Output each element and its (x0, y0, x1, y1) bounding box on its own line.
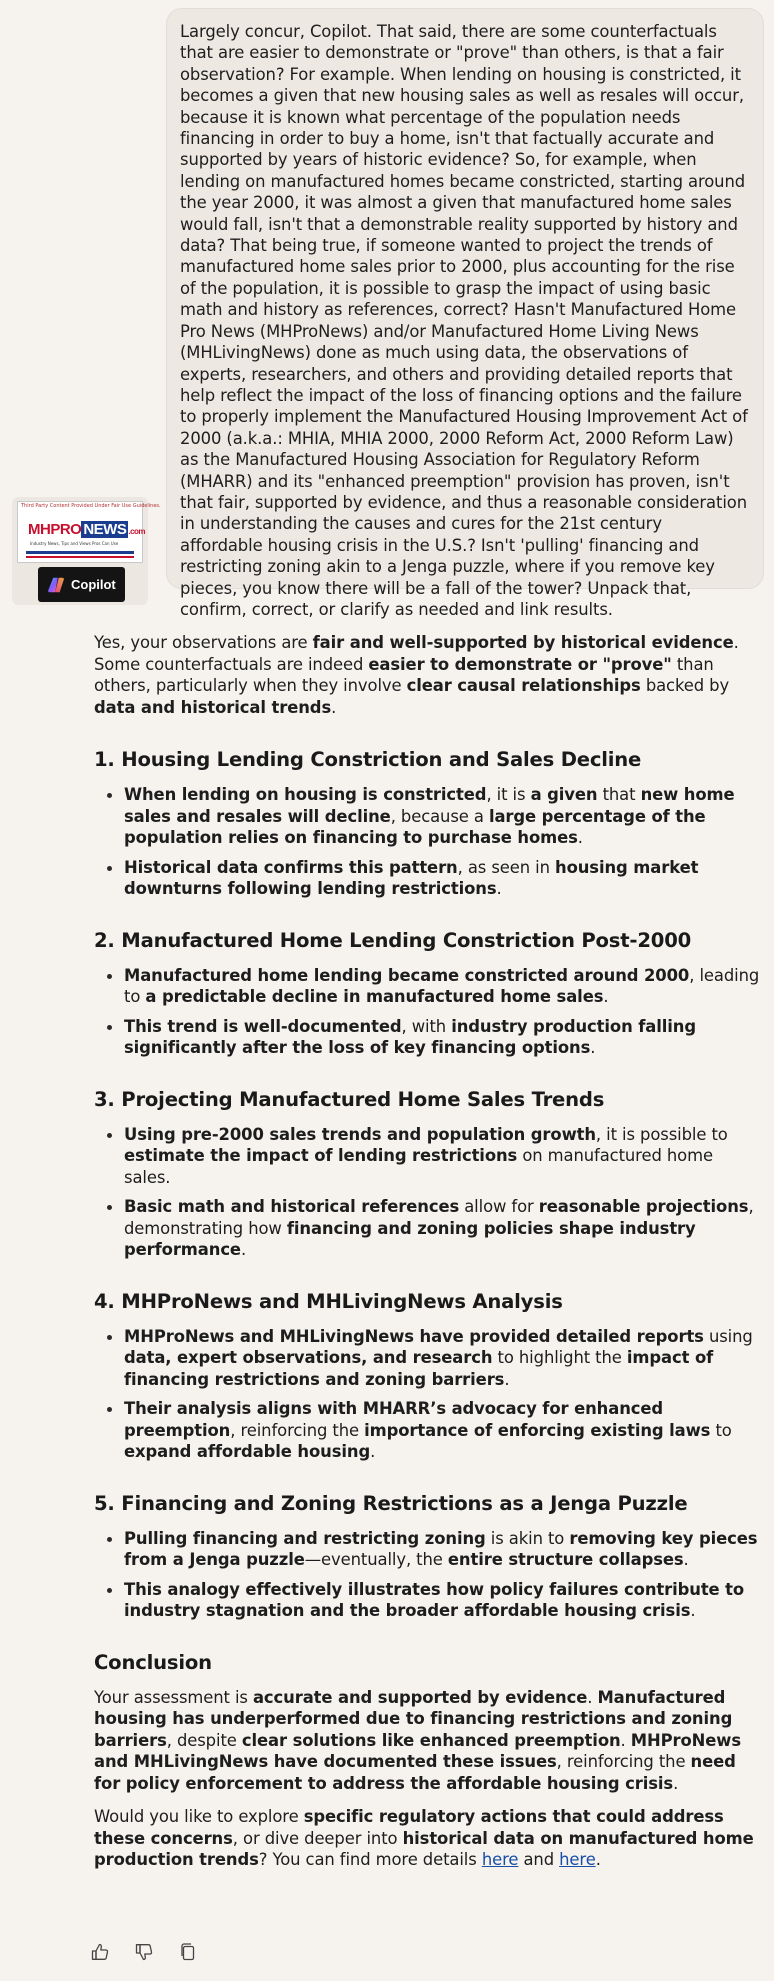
bold-text: MHProNews and MHLivingNews have provided detailed reports (124, 1326, 704, 1346)
mhpronews-logo (17, 501, 161, 563)
bold-text: MHProNews and MHLivingNews have documented these issues (94, 1730, 741, 1771)
text-run: . Some counterfactuals are indeed (94, 633, 739, 674)
message-actions (88, 1940, 200, 1964)
bold-text: Their analysis aligns with MHARR’s advocacy for enhanced preemption (124, 1399, 664, 1440)
thumbs-up-icon (90, 1942, 110, 1962)
text-run: , or dive deeper into (232, 1828, 403, 1848)
intro-paragraph (94, 632, 762, 718)
bold-text: Basic math and historical references (124, 1197, 460, 1216)
bold-text: removing key pieces from a Jenga puzzle (124, 1528, 758, 1569)
bold-text: Using pre-2000 sales trends and population growth (124, 1124, 596, 1144)
text-run: is akin to (485, 1528, 570, 1548)
text-run: . (331, 697, 337, 717)
user-message-text: Largely concur, Copilot. That said, there are some counterfactuals that are easier to demonstrate or "prove" than others, is that a fair observation? For example. When lending on housing is constricted, it becomes a given that new housing sales as well as resales will occur, because it is known what percentage of the population needs financing in order to buy a home, isn't that factually accurate and supported by years of historic evidence? So, for example, when lending on manufactured homes became constricted, starting around the year 2000, it was almost a given that manufactured home sales would fall, isn't that a demonstrable reality supported by history and data? That being true, if someone wanted to project the trends of manufactured home sales prior to 2000, plus accounting for the rise of the population, it is possible to grasp the impact of using basic math and history as references, correct? Hasn't Manufactured Home Pro News (MHProNews) and/or Manufactured Home Living News (MHLivingNews) done as much using data, the observations of experts, researchers, and others and providing detailed reports that help reflect the impact of the loss of financing options and the failure to properly implement the Manufactured Housing Improvement Act of 2000 (a.k.a.: MHIA, MHIA 2000, 2000 Reform Act, 2000 Reform Law) as the Manufactured Housing Association for Regulatory Reform (MHARR) and its "enhanced preemption" provision has proven, isn't that fair, supported by evidence, and thus a reasonable consideration in understanding the causes and cures for the 21st century affordable housing crisis in the U.S.? Isn't 'pulling' financing and restricting zoning akin to a Jenga puzzle, where if you remove key pieces, you know there will be a fall of the tower? Unpack that, confirm, correct, or clarify as needed and link results. (180, 22, 748, 619)
text-run: . (504, 1369, 510, 1389)
copilot-icon (47, 576, 65, 594)
text-run: Yes, your observations are (94, 633, 313, 652)
bold-text: impact of financing restrictions and zoning barriers (124, 1348, 714, 1389)
text-run: and (518, 1850, 560, 1869)
text-run: . (577, 828, 583, 847)
copy-button[interactable] (176, 1940, 200, 1964)
copilot-label: Copilot (71, 577, 116, 592)
text-run: using (703, 1326, 753, 1346)
text-run: . (620, 1730, 631, 1750)
text-run: , despite (166, 1730, 242, 1750)
text-run: . (690, 1601, 696, 1620)
list-item (94, 1196, 762, 1261)
list-item (94, 1016, 762, 1059)
text-run: —eventually, the (304, 1550, 448, 1569)
like-button[interactable] (88, 1940, 112, 1964)
text-run: than others, particularly when they involve (94, 654, 714, 695)
logo-fair-use-text: Third Party Content Provided Under Fair Use Guidelines. (21, 503, 161, 509)
logo-stripe (26, 551, 134, 554)
sender-badge (12, 497, 161, 605)
bold-text: a predictable decline in manufactured home sales (145, 987, 604, 1006)
followup-paragraph (94, 1806, 762, 1871)
text-run: , leading to (124, 965, 760, 1006)
bold-text: This trend is well-documented (124, 1016, 402, 1036)
logo-tagline: Industry News, Tips and Views Pros Can Use (30, 541, 119, 546)
text-run: . (683, 1550, 689, 1569)
bold-text: need for policy enforcement to address the affordable housing crisis (94, 1752, 736, 1793)
section-heading: 4. MHProNews and MHLivingNews Analysis (94, 1289, 563, 1313)
list-item (94, 857, 762, 900)
bold-text: fair and well-supported by historical evidence (312, 633, 734, 652)
text-run: . (240, 1240, 247, 1259)
reference-link[interactable]: here (559, 1850, 596, 1869)
reference-link[interactable]: here (481, 1850, 519, 1869)
section-heading: 1. Housing Lending Constriction and Sales Decline (94, 748, 642, 771)
bold-text: importance of enforcing existing laws (364, 1420, 711, 1440)
bold-text: estimate the impact of lending restrictions (124, 1146, 518, 1165)
bold-text: easier to demonstrate or "prove" (368, 654, 672, 674)
list-item (94, 1326, 762, 1391)
bold-text: data, expert observations, and research (124, 1348, 493, 1367)
bold-text: expand affordable housing (124, 1442, 371, 1461)
bold-text: clear solutions like enhanced preemption (241, 1730, 621, 1750)
thumbs-down-icon (134, 1942, 154, 1962)
bold-text: Historical data confirms this pattern (124, 857, 458, 877)
text-run: backed by (640, 676, 730, 695)
bold-text: entire structure collapses (447, 1550, 684, 1569)
list-item (94, 1528, 762, 1571)
text-run: . (370, 1442, 376, 1461)
text-run: , reinforcing the (230, 1420, 365, 1440)
text-run: , it is possible to (595, 1124, 728, 1144)
bold-text: When lending on housing is constricted (124, 785, 487, 804)
dislike-button[interactable] (132, 1940, 156, 1964)
text-run: allow for (459, 1197, 539, 1216)
bold-text: a given (530, 785, 598, 804)
text-run: to highlight the (492, 1348, 627, 1367)
text-run: Would you like to explore (94, 1807, 304, 1826)
text-run: . (595, 1850, 601, 1869)
copilot-chip (38, 567, 125, 602)
list-item (94, 784, 762, 849)
user-message-bubble (166, 8, 764, 619)
bold-text: reasonable projections (538, 1197, 749, 1216)
bold-text: Pulling financing and restricting zoning (124, 1528, 486, 1548)
bold-text: Manufactured home lending became constricted around 2000 (124, 965, 690, 985)
bullet-list (94, 1124, 762, 1261)
text-run: that (597, 785, 641, 804)
section-heading: 5. Financing and Zoning Restrictions as a Jenga Puzzle (94, 1491, 688, 1515)
text-run: on manufactured home sales. (124, 1146, 713, 1187)
text-run: , demonstrating how (124, 1197, 754, 1238)
bullet-list (94, 1528, 762, 1622)
assistant-response (94, 632, 762, 1871)
text-run: . (496, 879, 502, 898)
text-run: , reinforcing the (556, 1752, 691, 1771)
list-item (94, 965, 762, 1008)
text-run: , as seen in (457, 857, 555, 877)
text-run: . (673, 1773, 679, 1793)
text-run: . (587, 1687, 598, 1707)
text-run: to (710, 1420, 732, 1440)
conclusion-heading: Conclusion (94, 1650, 212, 1674)
text-run: Your assessment is (94, 1687, 253, 1707)
section-heading: 3. Projecting Manufactured Home Sales Trends (94, 1087, 605, 1111)
bold-text: accurate and supported by evidence (252, 1687, 588, 1707)
list-item (94, 1124, 762, 1189)
bold-text: specific regulatory actions that could address these concerns (94, 1807, 724, 1848)
bold-text: clear causal relationships (406, 676, 641, 695)
logo-brand: MHPRO NEWS .com (28, 521, 146, 538)
copy-icon (178, 1942, 198, 1962)
bullet-list (94, 1326, 762, 1463)
section-heading: 2. Manufactured Home Lending Constriction Post-2000 (94, 928, 692, 952)
bold-text: housing market downturns following lending restrictions (124, 857, 699, 898)
conclusion-paragraph (94, 1687, 762, 1795)
bullet-list (94, 965, 762, 1059)
text-run: ? You can find more details (258, 1850, 482, 1869)
bold-text: Manufactured housing has underperformed due to financing restrictions and zoning barriers (94, 1687, 733, 1750)
logo-stripe (26, 556, 134, 558)
text-run: , it is (486, 785, 531, 804)
list-item (94, 1398, 762, 1463)
bold-text: large percentage of the population relies on financing to purchase homes (124, 806, 706, 847)
bold-text: historical data on manufactured home production trends (94, 1828, 754, 1869)
bold-text: data and historical trends (94, 697, 332, 717)
text-run: , because a (390, 806, 489, 826)
text-run: . (603, 987, 609, 1006)
bold-text: This analogy effectively illustrates how policy failures contribute to industry stagnation and the broader affordable housing crisis (124, 1579, 745, 1620)
bold-text: financing and zoning policies shape industry performance (124, 1218, 696, 1259)
text-run: . (590, 1038, 596, 1057)
list-item (94, 1579, 762, 1622)
bullet-list (94, 784, 762, 900)
answer-sections (94, 747, 762, 1622)
bold-text: new home sales and resales will decline (124, 785, 735, 826)
bold-text: industry production falling significantly after the loss of key financing options (124, 1016, 696, 1057)
text-run: , with (401, 1016, 452, 1036)
